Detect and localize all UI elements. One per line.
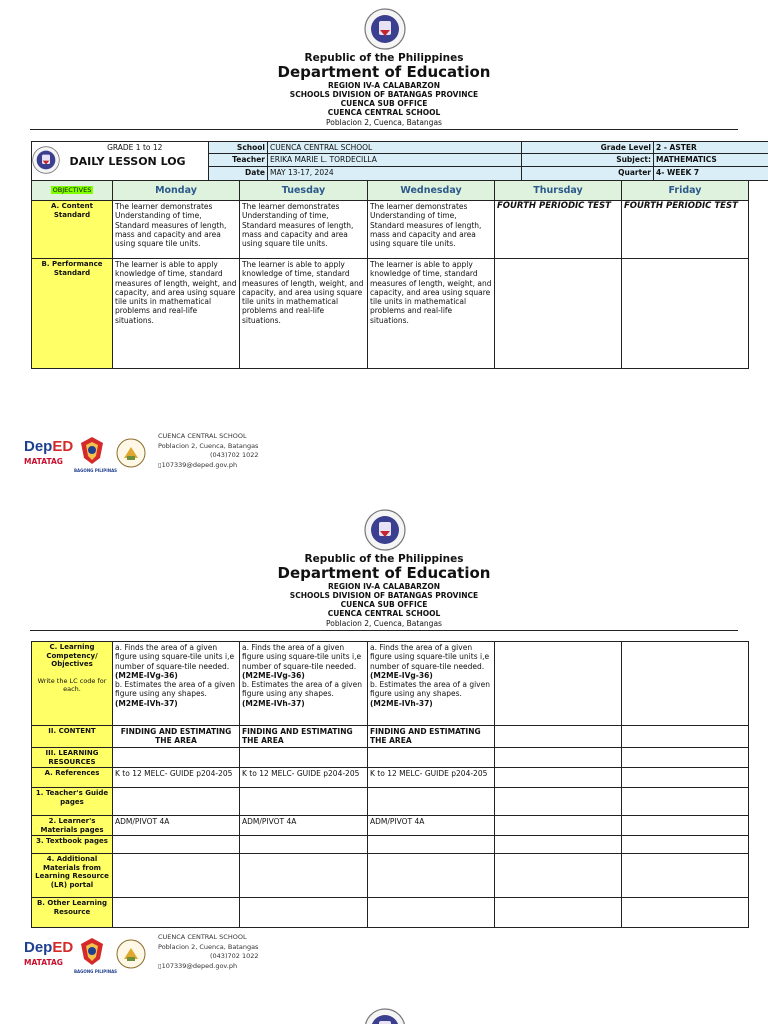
performance-standard-wed: The learner is able to apply knowledge of time, standard measures of length, weight, and capacity, and area using square tile units in mathematical problems and real-life situations. bbox=[368, 259, 495, 369]
footer-contact bbox=[158, 933, 259, 971]
address-label: Poblacion 2, Cuenca, Batangas bbox=[326, 118, 442, 127]
teachers-guide-row bbox=[32, 788, 749, 816]
competency-note: Write the LC code for each. bbox=[37, 676, 107, 693]
deped-seal-icon bbox=[364, 1008, 406, 1024]
info-logo-cell bbox=[32, 142, 62, 181]
references-row bbox=[32, 768, 749, 788]
other-resources-row bbox=[32, 898, 749, 928]
date-field-value: MAY 13-17, 2024 bbox=[268, 166, 522, 180]
region-label: REGION IV-A CALABARZON bbox=[328, 582, 440, 591]
grade-level-label: Grade Level bbox=[522, 142, 654, 154]
performance-standard-mon: The learner is able to apply knowledge of time, standard measures of length, weight, and capacity, and area using square tile units in mathematical problems and real-life situations. bbox=[113, 259, 240, 369]
division-label: SCHOOLS DIVISION OF BATANGAS PROVINCE bbox=[289, 90, 479, 99]
deped-seal-small-icon bbox=[32, 146, 60, 174]
objectives-label: OBJECTIVES bbox=[52, 186, 92, 195]
footer-contact bbox=[158, 432, 259, 470]
footer-phone: (043)702 1022 bbox=[210, 952, 259, 960]
additional-materials-label: 4. Additional Materials from Learning Resource (LR) portal bbox=[32, 854, 113, 898]
content-wed: FINDING AND ESTIMATING THE AREA bbox=[368, 726, 495, 748]
subject-label: Subject: bbox=[522, 154, 654, 166]
footer-2 bbox=[24, 933, 324, 977]
periodic-test-fri: FOURTH PERIODIC TEST bbox=[622, 201, 749, 259]
school-label: CUENCA CENTRAL SCHOOL bbox=[327, 609, 441, 618]
learners-materials-tue: ADM/PIVOT 4A bbox=[240, 816, 368, 836]
quarter-label: Quarter bbox=[522, 166, 654, 180]
grade-level-value: 2 - ASTER bbox=[654, 142, 768, 154]
lesson-table-1 bbox=[31, 180, 749, 369]
content-standard-row bbox=[32, 201, 749, 259]
bagong-pilipinas-icon bbox=[76, 935, 108, 969]
references-wed: K to 12 MELC- GUIDE p204-205 bbox=[368, 768, 495, 788]
competency-label: C. Learning Competency/ Objectives bbox=[46, 643, 98, 668]
content-standard-mon: The learner demonstrates Understanding of time, Standard measures of length, mass and capacity and area using square tile units. bbox=[113, 201, 240, 259]
other-resources-label: B. Other Learning Resource bbox=[32, 898, 113, 928]
school-seal-icon bbox=[116, 438, 146, 468]
footer-1 bbox=[24, 432, 324, 476]
subject-value: MATHEMATICS bbox=[654, 154, 768, 166]
matatag-logo: MATATAG bbox=[24, 958, 63, 967]
content-mon: FINDING AND ESTIMATING THE AREA bbox=[113, 726, 240, 748]
grade-range: GRADE 1 to 12 bbox=[62, 142, 209, 154]
footer-address: Poblacion 2, Cuenca, Batangas bbox=[158, 942, 259, 951]
suboffice-label: CUENCA SUB OFFICE bbox=[340, 600, 428, 609]
content-tue: FINDING AND ESTIMATING THE AREA bbox=[240, 726, 368, 748]
bagong-pilipinas-label: BAGONG PILIPINAS bbox=[74, 468, 118, 473]
performance-standard-fri bbox=[622, 259, 749, 369]
learning-resources-row bbox=[32, 748, 749, 768]
content-thu bbox=[495, 726, 622, 748]
teacher-field-value: ERIKA MARIE L. TORDECILLA bbox=[268, 154, 522, 166]
performance-standard-tue: The learner is able to apply knowledge of time, standard measures of length, weight, and capacity, and area using square tile units in mathematical problems and real-life situations. bbox=[240, 259, 368, 369]
school-field-value: CUENCA CENTRAL SCHOOL bbox=[268, 142, 522, 154]
deped-logo: DepED bbox=[24, 939, 74, 956]
content-standard-wed: The learner demonstrates Understanding of time, Standard measures of length, mass and capacity and area using square tile units. bbox=[368, 201, 495, 259]
date-field-label: Date bbox=[209, 166, 268, 180]
department-title: Department of Education bbox=[277, 63, 491, 81]
teachers-guide-label: 1. Teacher's Guide pages bbox=[32, 788, 113, 816]
performance-standard-label: B. Performance Standard bbox=[32, 259, 113, 369]
competency-mon: a. Finds the area of a given figure using square-tile units i,e number of square-tile needed. (M2ME-IVg-36) b. Estimates the area of a given figure using any shapes. (M2ME-IVh-37) bbox=[113, 642, 240, 726]
footer-school: CUENCA CENTRAL SCHOOL bbox=[158, 432, 247, 440]
bagong-pilipinas-label: BAGONG PILIPINAS bbox=[74, 969, 118, 974]
content-label: II. CONTENT bbox=[32, 726, 113, 748]
division-label: SCHOOLS DIVISION OF BATANGAS PROVINCE bbox=[289, 591, 479, 600]
content-row bbox=[32, 726, 749, 748]
content-fri bbox=[622, 726, 749, 748]
competency-fri bbox=[622, 642, 749, 726]
footer-phone: (043)702 1022 bbox=[210, 451, 259, 459]
lesson-table-2 bbox=[31, 641, 749, 928]
competency-row bbox=[32, 642, 749, 726]
content-standard-tue: The learner demonstrates Understanding of time, Standard measures of length, mass and capacity and area using square tile units. bbox=[240, 201, 368, 259]
deped-seal-icon bbox=[364, 509, 406, 551]
references-mon: K to 12 MELC- GUIDE p204-205 bbox=[113, 768, 240, 788]
additional-materials-row bbox=[32, 854, 749, 898]
email-icon: ▯ bbox=[158, 961, 162, 970]
bagong-pilipinas-icon bbox=[76, 434, 108, 468]
learners-materials-row bbox=[32, 816, 749, 836]
footer-school: CUENCA CENTRAL SCHOOL bbox=[158, 933, 247, 941]
school-field-label: School bbox=[209, 142, 268, 154]
learning-resources-label: III. LEARNING RESOURCES bbox=[32, 748, 113, 768]
footer-email: ▯107339@deped.gov.ph bbox=[158, 961, 238, 970]
school-seal-icon bbox=[116, 939, 146, 969]
objectives-header bbox=[32, 181, 113, 201]
day-tuesday: Tuesday bbox=[240, 181, 368, 201]
info-table bbox=[31, 141, 768, 181]
address-label: Poblacion 2, Cuenca, Batangas bbox=[326, 619, 442, 628]
references-tue: K to 12 MELC- GUIDE p204-205 bbox=[240, 768, 368, 788]
footer-email: ▯107339@deped.gov.ph bbox=[158, 460, 238, 469]
email-icon: ▯ bbox=[158, 460, 162, 469]
day-thursday: Thursday bbox=[495, 181, 622, 201]
textbook-row bbox=[32, 836, 749, 854]
matatag-logo: MATATAG bbox=[24, 457, 63, 466]
header-divider bbox=[30, 129, 738, 130]
performance-standard-thu bbox=[495, 259, 622, 369]
header-divider bbox=[30, 630, 738, 631]
lesson-log-title: DAILY LESSON LOG bbox=[62, 154, 209, 180]
competency-label-cell bbox=[32, 642, 113, 726]
republic-label: Republic of the Philippines bbox=[304, 553, 464, 565]
region-label: REGION IV-A CALABARZON bbox=[328, 81, 440, 90]
learners-materials-wed: ADM/PIVOT 4A bbox=[368, 816, 495, 836]
competency-thu bbox=[495, 642, 622, 726]
performance-standard-row bbox=[32, 259, 749, 369]
footer-address: Poblacion 2, Cuenca, Batangas bbox=[158, 441, 259, 450]
day-monday: Monday bbox=[113, 181, 240, 201]
days-header-row bbox=[32, 181, 749, 201]
textbook-label: 3. Textbook pages bbox=[32, 836, 113, 854]
learners-materials-mon: ADM/PIVOT 4A bbox=[113, 816, 240, 836]
competency-wed: a. Finds the area of a given figure using square-tile units i,e number of square-tile needed. (M2ME-IVg-36) b. Estimates the area of a given figure using any shapes. (M2ME-IVh-37) bbox=[368, 642, 495, 726]
deped-logo: DepED bbox=[24, 438, 74, 455]
school-label: CUENCA CENTRAL SCHOOL bbox=[327, 108, 441, 117]
content-standard-label: A. Content Standard bbox=[32, 201, 113, 259]
day-friday: Friday bbox=[622, 181, 749, 201]
teacher-field-label: Teacher bbox=[209, 154, 268, 166]
learners-materials-label: 2. Learner's Materials pages bbox=[32, 816, 113, 836]
references-label: A. References bbox=[32, 768, 113, 788]
suboffice-label: CUENCA SUB OFFICE bbox=[340, 99, 428, 108]
competency-tue: a. Finds the area of a given figure using square-tile units i,e number of square-tile needed. (M2ME-IVg-36) b. Estimates the area of a given figure using any shapes. (M2ME-IVh-37) bbox=[240, 642, 368, 726]
department-title: Department of Education bbox=[277, 564, 491, 582]
deped-seal-icon bbox=[364, 8, 406, 50]
quarter-value: 4- WEEK 7 bbox=[654, 166, 768, 180]
republic-label: Republic of the Philippines bbox=[304, 52, 464, 64]
day-wednesday: Wednesday bbox=[368, 181, 495, 201]
periodic-test-thu: FOURTH PERIODIC TEST bbox=[495, 201, 622, 259]
